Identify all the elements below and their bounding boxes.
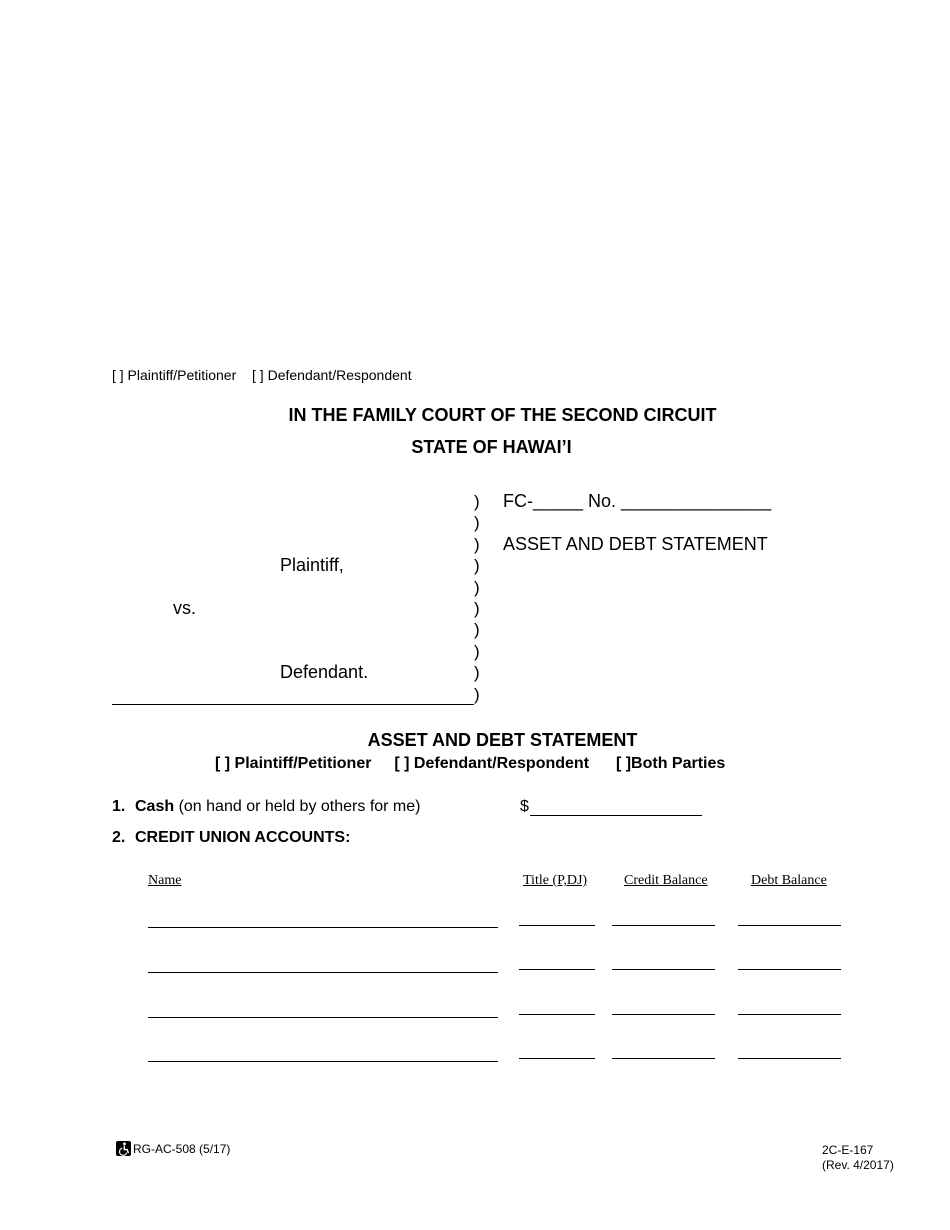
caption-paren: )	[474, 599, 480, 618]
item-2-label: CREDIT UNION ACCOUNTS:	[135, 829, 351, 846]
column-header-title: Title (P,DJ)	[523, 873, 588, 888]
cash-amount-field[interactable]	[530, 815, 702, 816]
form-code: 2C-E-167	[822, 1143, 874, 1157]
credit-balance-field[interactable]	[612, 1058, 715, 1059]
item-2-number: 2.	[112, 829, 126, 846]
party-selector	[112, 367, 412, 383]
defendant-label: Defendant.	[280, 662, 369, 682]
title-field[interactable]	[519, 969, 595, 970]
court-state: STATE OF HAWAI’I	[411, 437, 572, 457]
caption-paren: )	[474, 556, 480, 575]
caption-paren: )	[474, 578, 480, 597]
form-id: RG-AC-508 (5/17)	[133, 1142, 231, 1156]
case-number-field[interactable]: FC-_____ No. _______________	[503, 491, 772, 511]
checkbox-defendant-respondent[interactable]: [ ] Defendant/Respondent	[252, 367, 412, 383]
name-field[interactable]	[148, 972, 498, 973]
statement-title: ASSET AND DEBT STATEMENT	[367, 730, 638, 750]
name-field[interactable]	[148, 927, 498, 928]
debt-balance-field[interactable]	[738, 925, 841, 926]
caption-document-title: ASSET AND DEBT STATEMENT	[503, 534, 768, 554]
column-header-debt-balance: Debt Balance	[751, 873, 827, 888]
credit-balance-field[interactable]	[612, 969, 715, 970]
vs-label: vs.	[173, 598, 197, 618]
caption-paren: )	[474, 535, 480, 554]
title-field[interactable]	[519, 1058, 595, 1059]
court-title: IN THE FAMILY COURT OF THE SECOND CIRCUIT	[288, 405, 717, 425]
column-header-credit-balance: Credit Balance	[624, 873, 708, 888]
checkbox-filer-defendant[interactable]: [ ] Defendant/Respondent	[394, 755, 590, 772]
caption-paren: )	[474, 642, 480, 661]
title-field[interactable]	[519, 1014, 595, 1015]
debt-balance-field[interactable]	[738, 1014, 841, 1015]
credit-balance-field[interactable]	[612, 1014, 715, 1015]
name-field[interactable]	[148, 1061, 498, 1062]
caption-bottom-line	[112, 704, 474, 705]
checkbox-filer-plaintiff[interactable]: [ ] Plaintiff/Petitioner	[215, 755, 372, 772]
debt-balance-field[interactable]	[738, 1058, 841, 1059]
item-1-description: (on hand or held by others for me)	[178, 798, 421, 815]
accessibility-icon	[116, 1141, 131, 1156]
name-field[interactable]	[148, 1017, 498, 1018]
caption-paren: )	[474, 492, 480, 511]
caption-paren: )	[474, 685, 480, 704]
caption-paren: )	[474, 513, 480, 532]
checkbox-plaintiff-petitioner[interactable]: [ ] Plaintiff/Petitioner	[112, 367, 237, 383]
item-1-number: 1.	[112, 798, 126, 815]
credit-balance-field[interactable]	[612, 925, 715, 926]
caption-paren: )	[474, 663, 480, 682]
form-revision: (Rev. 4/2017)	[822, 1158, 894, 1172]
checkbox-filer-both[interactable]: [ ]Both Parties	[615, 755, 726, 772]
filer-selector	[215, 755, 725, 773]
item-1-label: Cash	[135, 798, 175, 815]
title-field[interactable]	[519, 925, 595, 926]
cash-dollar-sign: $	[520, 798, 529, 815]
column-header-name: Name	[148, 873, 182, 888]
caption-paren: )	[474, 620, 480, 639]
debt-balance-field[interactable]	[738, 969, 841, 970]
item-1-text	[135, 798, 420, 816]
plaintiff-label: Plaintiff,	[280, 555, 344, 575]
